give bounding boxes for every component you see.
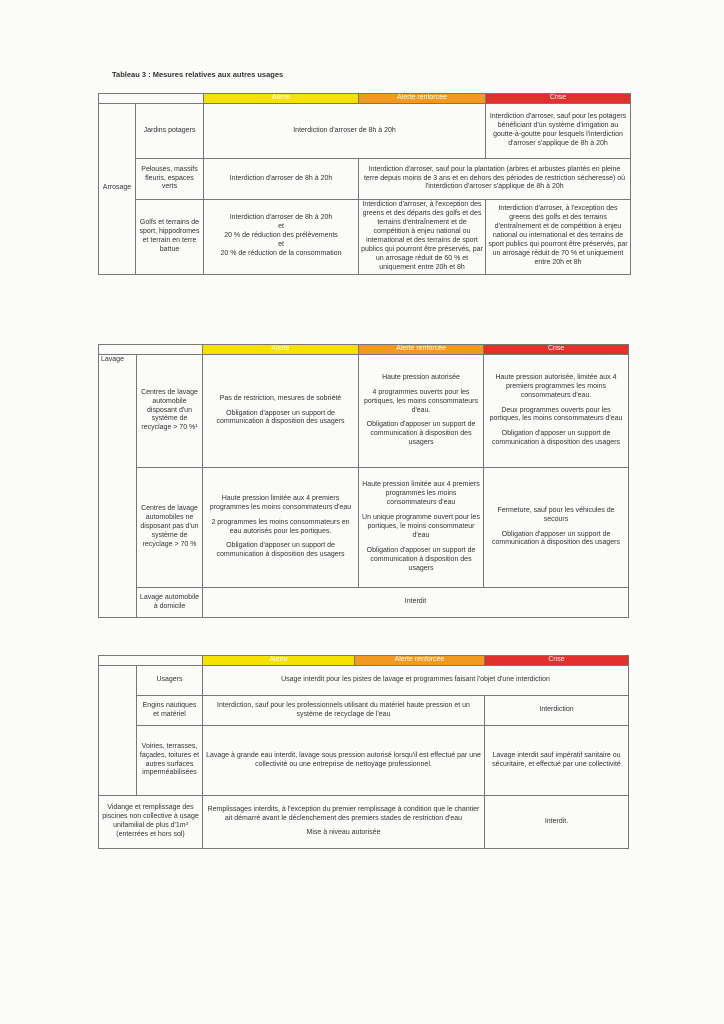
cell-alerte-renforcee: Interdiction, sauf pour les professionnels utilisant du matériel haute pression et un système de recyclage de l'eau	[203, 696, 485, 726]
row-label: Pelouses, massifs fleuris, espaces verts	[136, 159, 204, 200]
cell-alerte	[204, 200, 359, 275]
cell-line: Haute pression autorisée	[382, 373, 460, 381]
cell-renforcee	[359, 355, 484, 468]
table-lavage	[98, 344, 629, 618]
cell-line: Interdiction d'arroser de 8h à 20h	[229, 214, 333, 222]
cell-line: Obligation d'apposer un support de communication à disposition des usagers	[366, 546, 476, 572]
cell-line: Haute pression limitée aux 4 premiers programmes les moins consommateurs d'eau	[362, 481, 480, 507]
cell-crise	[484, 355, 629, 468]
header-crise: Crise	[486, 94, 631, 104]
header-alerte: Alerte	[203, 345, 359, 355]
row-label: Usagers	[137, 666, 203, 696]
cell-alerte-renforcee: Interdiction d'arroser de 8h à 20h	[204, 104, 486, 159]
cell-crise	[484, 468, 629, 588]
cell-alerte-renforcee	[203, 796, 485, 849]
cell-line: 20 % de réduction de la consommation	[220, 250, 342, 258]
row-label: Golfs et terrains de sport, hippodromes et terrain en terre battue	[136, 200, 204, 275]
cell-line: Fermeture, sauf pour les véhicules de secours	[497, 506, 615, 523]
row-label: Engins nautiques et matériel	[137, 696, 203, 726]
header-alerte: Alerte	[203, 656, 355, 666]
cell-line: Mise à niveau autorisée	[306, 829, 381, 837]
cell-alerte	[203, 355, 359, 468]
cell-alerte	[203, 468, 359, 588]
header-alerte-renforcee: Alerte renforcée	[355, 656, 485, 666]
cell-line: Obligation d'apposer un support de communication à disposition des usagers	[216, 542, 345, 559]
cell-line: 20 % de réduction des prélèvements	[224, 232, 338, 240]
cell-renforcee-crise: Interdiction d'arroser, sauf pour la plantation (arbres et arbustes plantés en pleine terre depuis moins de 3 ans et en dehors des périodes de restriction sécheresse) où l'interdiction d'arroser s'applique de 8h à 20h	[359, 159, 631, 200]
header-alerte-renforcee: Alerte renforcée	[359, 94, 486, 104]
cell-line: Deux programmes ouverts pour les portiques, les moins consommateurs d'eau	[489, 406, 623, 423]
cell-alerte: Interdiction d'arroser de 8h à 20h	[204, 159, 359, 200]
row-label: Lavage automobile à domicile	[137, 588, 203, 618]
table-arrosage	[98, 93, 631, 275]
cell-all-levels: Usage interdit pour les pistes de lavage et programmes faisant l'objet d'une interdiction	[203, 666, 629, 696]
cell-renforcee	[359, 468, 484, 588]
cell-crise: Interdit.	[485, 796, 629, 849]
row-group-label: Lavage	[99, 355, 137, 618]
cell-line: 4 programmes ouverts pour les portiques, les moins consommateurs d'eau.	[364, 388, 478, 414]
table-autres	[98, 655, 629, 849]
row-label: Jardins potagers	[136, 104, 204, 159]
cell-crise: Interdiction d'arroser, à l'exception des greens des golfs et des terrains d'entraînement et de compétition à enjeu national ou international et des terrains de sport publics qui pourront être préservés, par un arrosage réduit de 70 % et uniquement entre 20h et 8h	[486, 200, 631, 275]
row-label: Vidange et remplissage des piscines non collective à usage unifamilial de plus d'1m³ (enterrées et hors sol)	[99, 796, 203, 849]
cell-crise: Interdiction	[485, 696, 629, 726]
cell-line: Remplissages interdits, à l'exception du premier remplissage à condition que le chantier ait démarré avant le déclenchement des premiers stades de restriction d'eau	[207, 805, 480, 822]
row-label: Centres de lavage automobiles ne disposant pas d'un système de recyclage > 70 %	[137, 468, 203, 588]
page-title: Tableau 3 : Mesures relatives aux autres usages	[112, 70, 284, 79]
row-label: Voiries, terrasses, façades, toitures et autres surfaces imperméabilisées	[137, 726, 203, 796]
cell-line: et	[278, 241, 284, 249]
cell-line: Un unique programme ouvert pour les portiques, le moins consommateur d'eau	[362, 514, 480, 539]
cell-line: Obligation d'apposer un support de communication à disposition des usagers	[216, 409, 345, 426]
cell-line: Haute pression autorisée, limitée aux 4 premiers programmes les moins consommateurs d'eau.	[495, 373, 617, 399]
cell-line: 2 programmes les moins consommateurs en eau autorisés pour les portiques.	[211, 518, 350, 535]
header-crise: Crise	[484, 345, 629, 355]
cell-renforcee: Interdiction d'arroser, à l'exception des greens et des départs des golfs et des terrains d'entraînement et de compétition à enjeu national ou international et des terrains de sport publics qui pourront être préservés, par un arrosage réduit de 60 % et uniquement entre 20h et 8h	[359, 200, 486, 275]
cell-all-levels: Interdit	[203, 588, 629, 618]
header-crise: Crise	[485, 656, 629, 666]
header-alerte: Alerte	[204, 94, 359, 104]
row-label: Centres de lavage automobile disposant d'un système de recyclage > 70 %¹	[137, 355, 203, 468]
cell-line: Haute pression limitée aux 4 premiers programmes les moins consommateurs d'eau	[209, 494, 352, 511]
cell-line: Obligation d'apposer un support de communication à disposition des usagers	[366, 421, 476, 447]
header-alerte-renforcee: Alerte renforcée	[359, 345, 484, 355]
row-group-label: Arrosage	[99, 104, 136, 275]
cell-alerte-renforcee: Lavage à grande eau interdit, lavage sous pression autorisé lorsqu'il est effectué par une collectivité ou une entreprise de nettoyage professionnel.	[203, 726, 485, 796]
cell-crise: Lavage interdit sauf impératif sanitaire ou sécuritaire, et effectué par une collectivité	[485, 726, 629, 796]
cell-line: Pas de restriction, mesures de sobriété	[219, 394, 342, 402]
cell-line: Obligation d'apposer un support de communication à disposition des usagers	[491, 530, 620, 547]
cell-crise: Interdiction d'arroser, sauf pour les potagers bénéficiant d'un système d'irrigation au goutte-à-goutte pour lesquels l'interdiction d'arroser s'applique de 8h à 20h	[486, 104, 631, 159]
cell-line: Obligation d'apposer un support de communication à disposition des usagers	[491, 430, 620, 447]
cell-line: et	[278, 223, 284, 231]
